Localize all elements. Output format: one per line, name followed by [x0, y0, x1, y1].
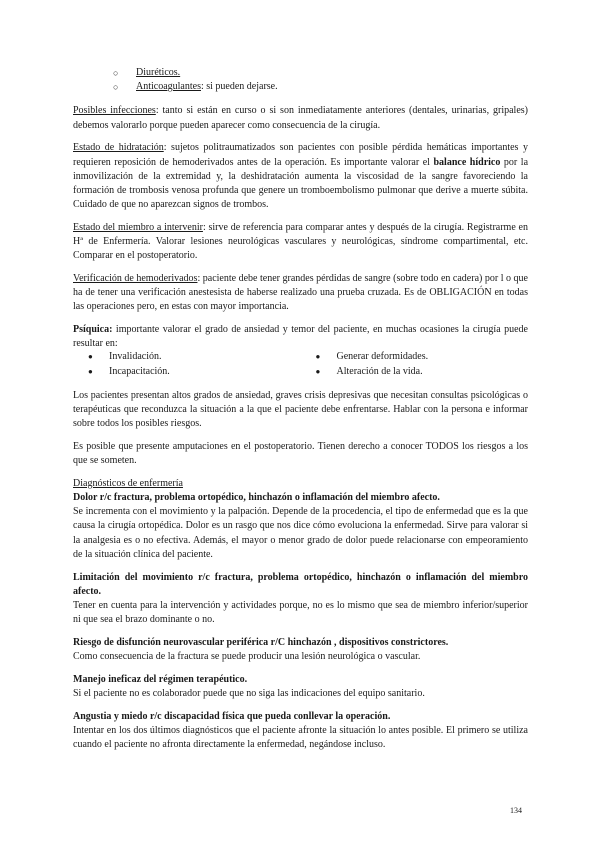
psiquica-bullets [73, 350, 528, 378]
list-item: ● Invalidación. [73, 350, 301, 364]
paragraph-infecciones: Posibles infecciones: tanto si están en curso o si son inmediatamente anteriores (dentales, urinarias, gripales) debemos valorarlo porque pueden aparecer como consecuencia de la cirugía. [73, 105, 528, 131]
document-page [73, 66, 528, 761]
paragraph-miembro: Estado del miembro a intervenir: sirve de referencia para comparar antes y después de la cirugía. Registrarme en Hª de Enfermería. Valorar lesiones neurológicas vasculares y neurológicas, síndrome compartimental, etc. Comparar en el postoperatorio. [73, 221, 528, 262]
section-title-diagnosticos: Diagnósticos de enfermería [73, 477, 183, 489]
paragraph-amputaciones: Es posible que presente amputaciones en el postoperatorio. Tienen derecho a conocer TODOS los riesgos a los que se someten. [73, 440, 528, 467]
diagnosis-3 [73, 636, 528, 664]
bullet-icon: ● [88, 352, 93, 362]
list-item: ● Incapacitación. [73, 365, 301, 379]
diagnosis-text: Intentar en los dos últimos diagnósticos que el paciente afronte la situación lo antes posible. El primero se utiliza cuando el paciente no afronta directamente la enfermedad, negándose incluso. [73, 724, 528, 751]
bullet-icon: ● [315, 352, 321, 362]
diagnosis-5 [73, 710, 528, 753]
diagnosis-text: Si el paciente no es colaborador puede que no siga las indicaciones del equipo sanitario. [73, 688, 425, 700]
list-item: ● Generar deformidades. [301, 350, 529, 364]
list-item: ● Alteración de la vida. [301, 365, 529, 379]
diagnosis-title: Angustia y miedo r/c discapacidad física que pueda conllevar la operación. [73, 710, 391, 722]
paragraph-hemoderivados: Verificación de hemoderivados: paciente debe tener grandes pérdidas de sangre (sobre todo en cadera) por l o que ha de tener una verificación anestesista de haberse realizado una prueba cruzada. Es de OBLIGACIÓN en todas las operaciones pero, en estas con mayor importancia. [73, 272, 528, 313]
hollow-circle-icon: ○ [113, 68, 119, 78]
diagnosis-1 [73, 491, 528, 562]
bullet-icon: ● [88, 366, 93, 376]
diagnosis-title: Limitación del movimiento r/c fractura, problema ortopédico, hinchazón o inflamación del miembro afecto. [73, 571, 528, 597]
paragraph-psiquica: Psíquica: importante valorar el grado de ansiedad y temor del paciente, en muchas ocasiones la cirugía puede resultar en: [73, 324, 528, 350]
diagnosis-2 [73, 571, 528, 628]
medication-list [73, 66, 528, 94]
diagnosis-title: Dolor r/c fractura, problema ortopédico, hinchazón o inflamación del miembro afecto. [73, 492, 440, 504]
hollow-circle-icon: ○ [113, 82, 119, 93]
bullet-column-right [301, 350, 529, 378]
paragraph-ansiedad: Los pacientes presentan altos grados de ansiedad, graves crisis depresivas que necesitan consultas psicológicas o terapéuticas que reconduzca la situación a la que el paciente debe enfrentarse. Hablar con la persona e informar sobre todos los posibles riesgos. [73, 389, 528, 430]
list-item: ○ Anticoagulantes: si pueden dejarse. [73, 80, 528, 94]
diagnosis-4 [73, 673, 528, 701]
paragraph-hidratacion: Estado de hidratación: sujetos politraumatizados son pacientes con posible pérdida hemáticas importantes y requieren reposición de hemoderivados antes de la operación. Es importante valorar el balance hídrico por la inmovilización de la extremidad y, la deshidratación aumenta la viscosidad de la sangre favoreciendo la formación de trombosis venosa profunda que genere un tromboembolismo pulmonar que derive a muerte súbita. Cuidado de que no aparezcan signos de trombos. [73, 142, 529, 211]
page-number: 134 [510, 806, 522, 815]
diagnosis-title: Manejo ineficaz del régimen terapéutico. [73, 673, 248, 685]
diagnosis-text: Como consecuencia de la fractura se puede producir una lesión neurológica o vascular. [73, 651, 421, 663]
diagnosis-title: Riesgo de disfunción neurovascular periférica r/C hinchazón , dispositivos constrictores. [73, 636, 449, 648]
diagnosis-text: Se incrementa con el movimiento y la palpación. Depende de la procedencia, el tipo de enfermedad que es la que causa la cirugía ortopédica. Dolor es un rasgo que nos dice cómo evoluciona la enfermedad. Sirve para valorar si la analgesia es o no efectiva. Además, el mayor o menor grado de dolor puede relacionarse con empeoramiento de la situación clínica del paciente. [73, 506, 528, 560]
bullet-column-left [73, 350, 301, 378]
list-item: ○ Diuréticos. [73, 66, 528, 80]
diagnosis-text: Tener en cuenta para la intervención y actividades porque, no es lo mismo que sea de miembro inferior/superior ni que sea el brazo dominante o no. [73, 600, 528, 626]
bullet-icon: ● [315, 366, 321, 376]
